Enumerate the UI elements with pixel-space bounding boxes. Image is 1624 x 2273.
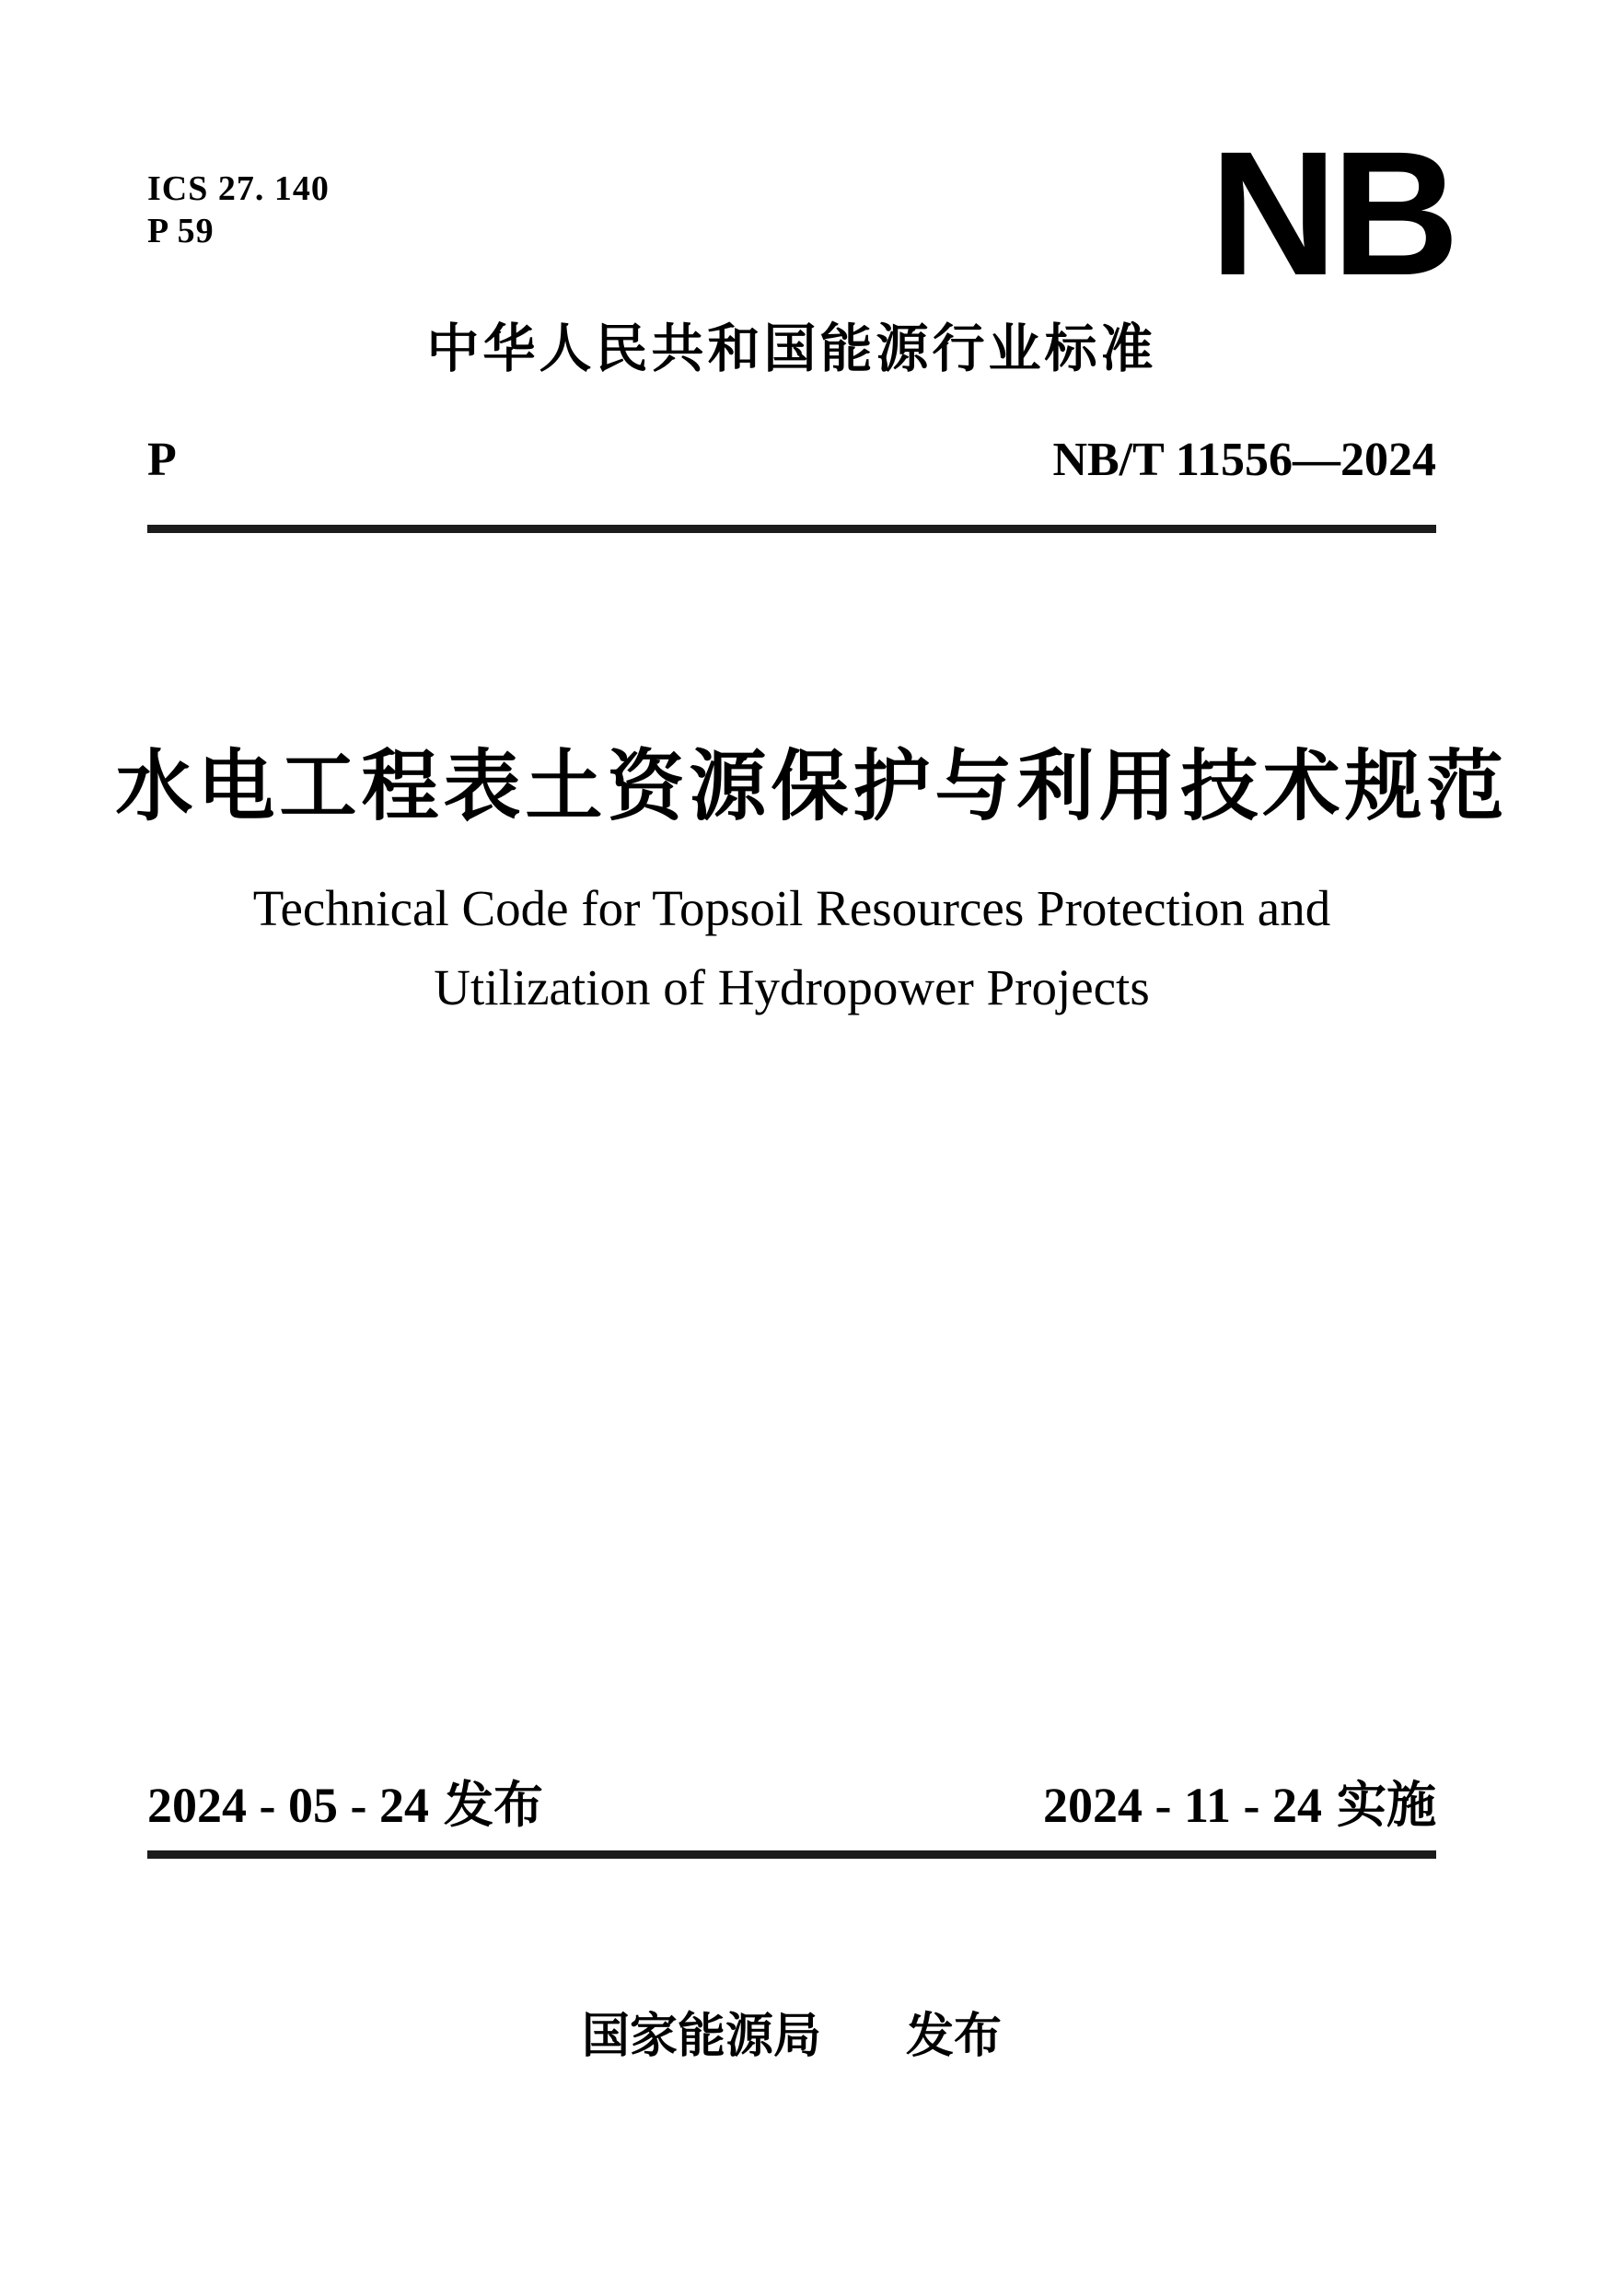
title-english-line2: Utilization of Hydropower Projects xyxy=(434,959,1150,1015)
nb-logo: NB xyxy=(1210,114,1455,312)
dates-row xyxy=(147,1777,1436,1834)
document-class-letter: P xyxy=(147,434,177,486)
title-english-line1: Technical Code for Topsoil Resources Protection and xyxy=(252,880,1331,936)
classification-code: P 59 xyxy=(147,212,215,250)
implement-date-item xyxy=(1043,1777,1436,1834)
top-divider-rule xyxy=(147,525,1436,533)
publisher-organization: 国家能源局 xyxy=(581,2010,821,2063)
ics-code: ICS 27. 140 xyxy=(147,169,330,208)
implement-date: 2024 - 11 - 24 xyxy=(1043,1778,1322,1833)
publisher-action: 发布 xyxy=(906,2010,1003,2063)
issue-date: 2024 - 05 - 24 xyxy=(147,1778,429,1833)
publisher-row xyxy=(147,2009,1436,2064)
standard-number: NB/T 11556—2024 xyxy=(1052,434,1436,486)
title-chinese: 水电工程表土资源保护与利用技术规范 xyxy=(115,745,1509,830)
standard-category-heading: 中华人民共和国能源行业标准 xyxy=(426,319,1157,378)
implement-date-label: 实施 xyxy=(1337,1778,1436,1833)
issue-date-label: 发布 xyxy=(443,1778,543,1833)
bottom-divider-rule xyxy=(147,1850,1436,1859)
title-english xyxy=(147,869,1436,1027)
issue-date-item xyxy=(147,1777,543,1834)
standard-number-row xyxy=(147,433,1436,488)
